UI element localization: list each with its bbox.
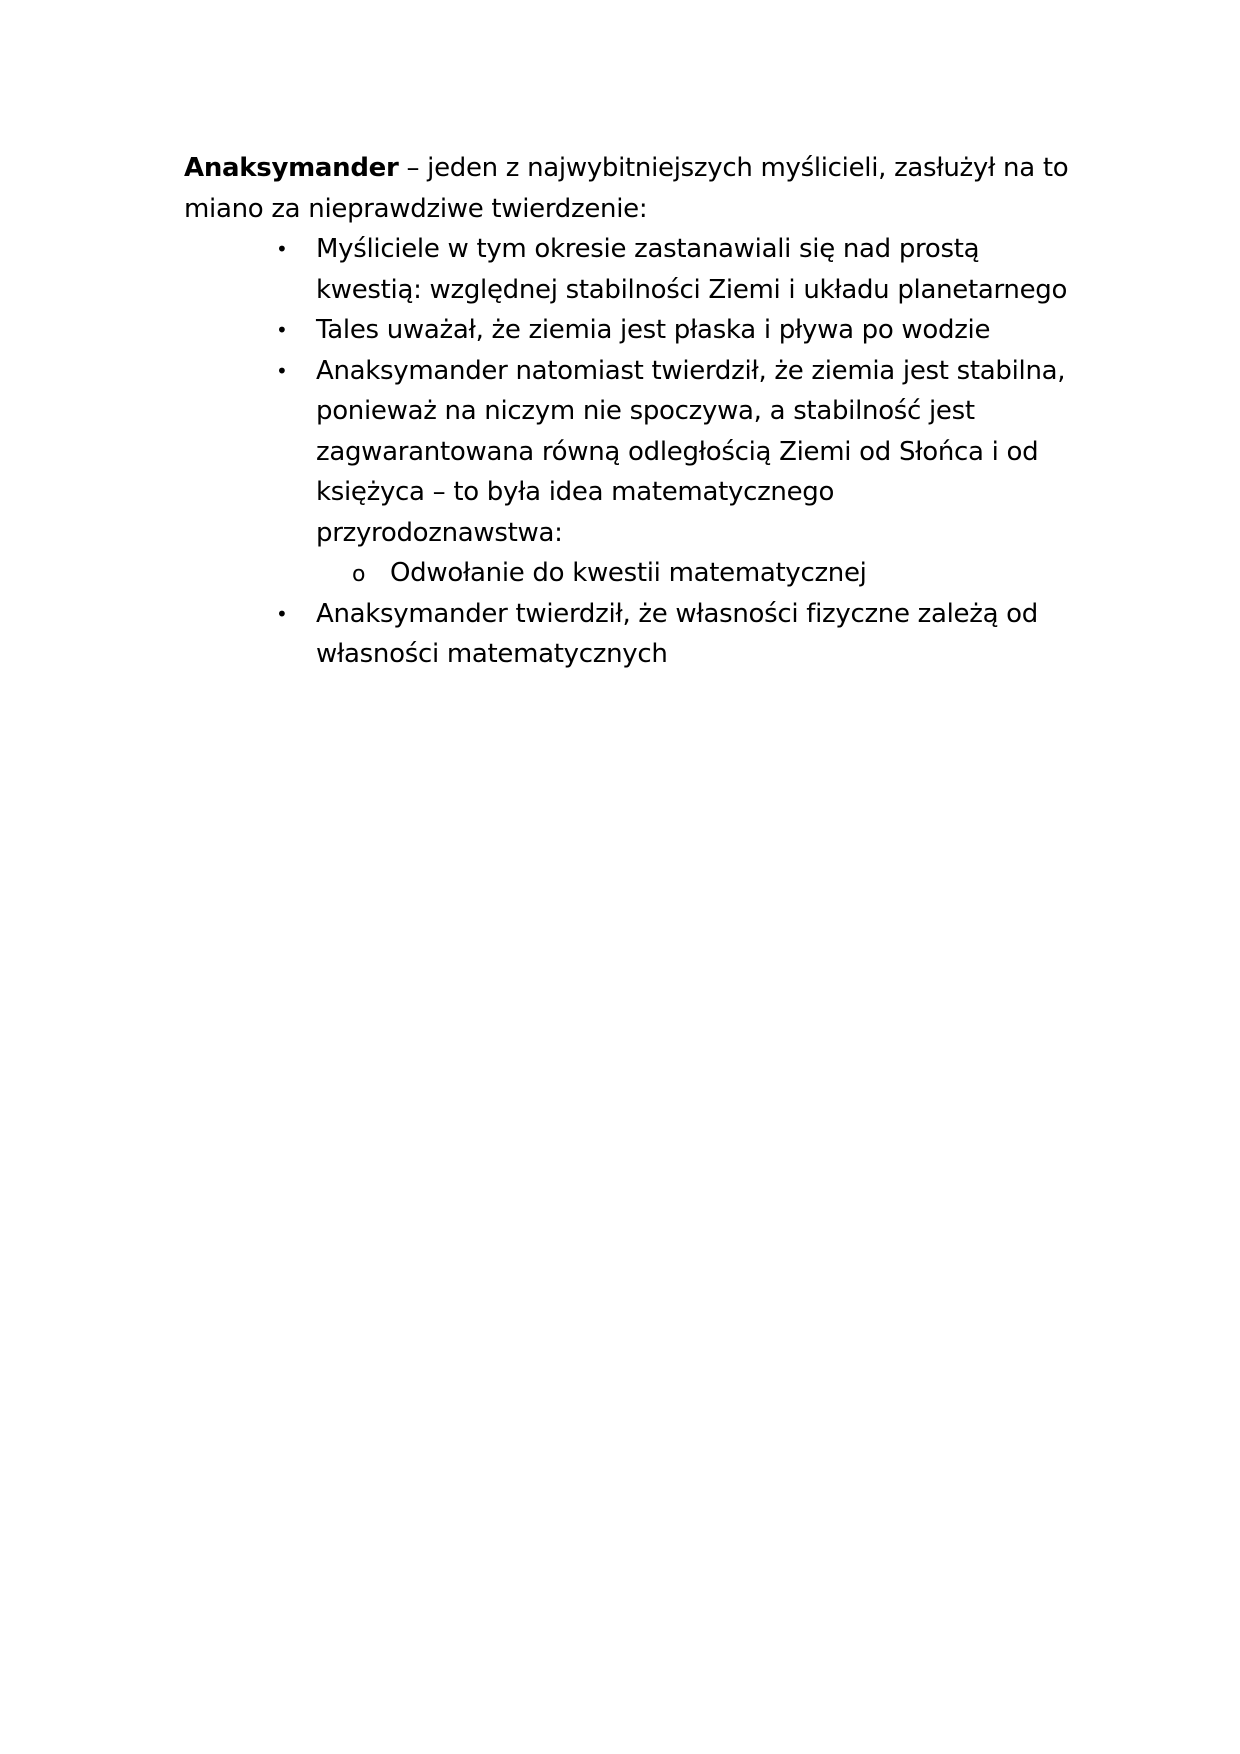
bullet-list <box>184 229 1084 675</box>
list-item-text: Anaksymander twierdził, że własności fizyczne zależą od własności matematycznych <box>316 598 1038 669</box>
sub-bullet-list <box>316 553 1084 594</box>
list-item <box>276 594 1084 675</box>
list-item-text: Myśliciele w tym okresie zastanawiali się nad prostą kwestią: względnej stabilności Ziemi i układu planetarnego <box>316 234 1068 305</box>
list-item-text: Anaksymander natomiast twierdził, że ziemia jest stabilna, ponieważ na niczym nie spoczywa, a stabilność jest zagwarantowana równą odległością Ziemi od Słońca i od księżyca – to była idea matematycznego przyrodoznawstwa: <box>316 355 1066 548</box>
intro-text: – jeden z najwybitniejszych myślicieli, zasłużył na to miano za nieprawdziwe twierdzenie: <box>184 153 1069 224</box>
list-item <box>276 229 1084 310</box>
list-item <box>276 310 1084 351</box>
bullet-icon: • <box>276 601 288 626</box>
intro-paragraph <box>184 148 1084 229</box>
document-body <box>184 148 1084 675</box>
bullet-icon: • <box>276 318 288 342</box>
hollow-bullet-icon: o <box>352 562 366 587</box>
bullet-icon: • <box>276 358 288 383</box>
intro-term: Anaksymander <box>184 153 399 183</box>
bullet-icon: • <box>276 237 288 261</box>
sub-list-item-text: Odwołanie do kwestii matematycznej <box>390 558 867 588</box>
list-item <box>276 351 1084 594</box>
sub-list-item <box>352 553 1084 594</box>
list-item-text: Tales uważał, że ziemia jest płaska i pływa po wodzie <box>316 315 991 345</box>
